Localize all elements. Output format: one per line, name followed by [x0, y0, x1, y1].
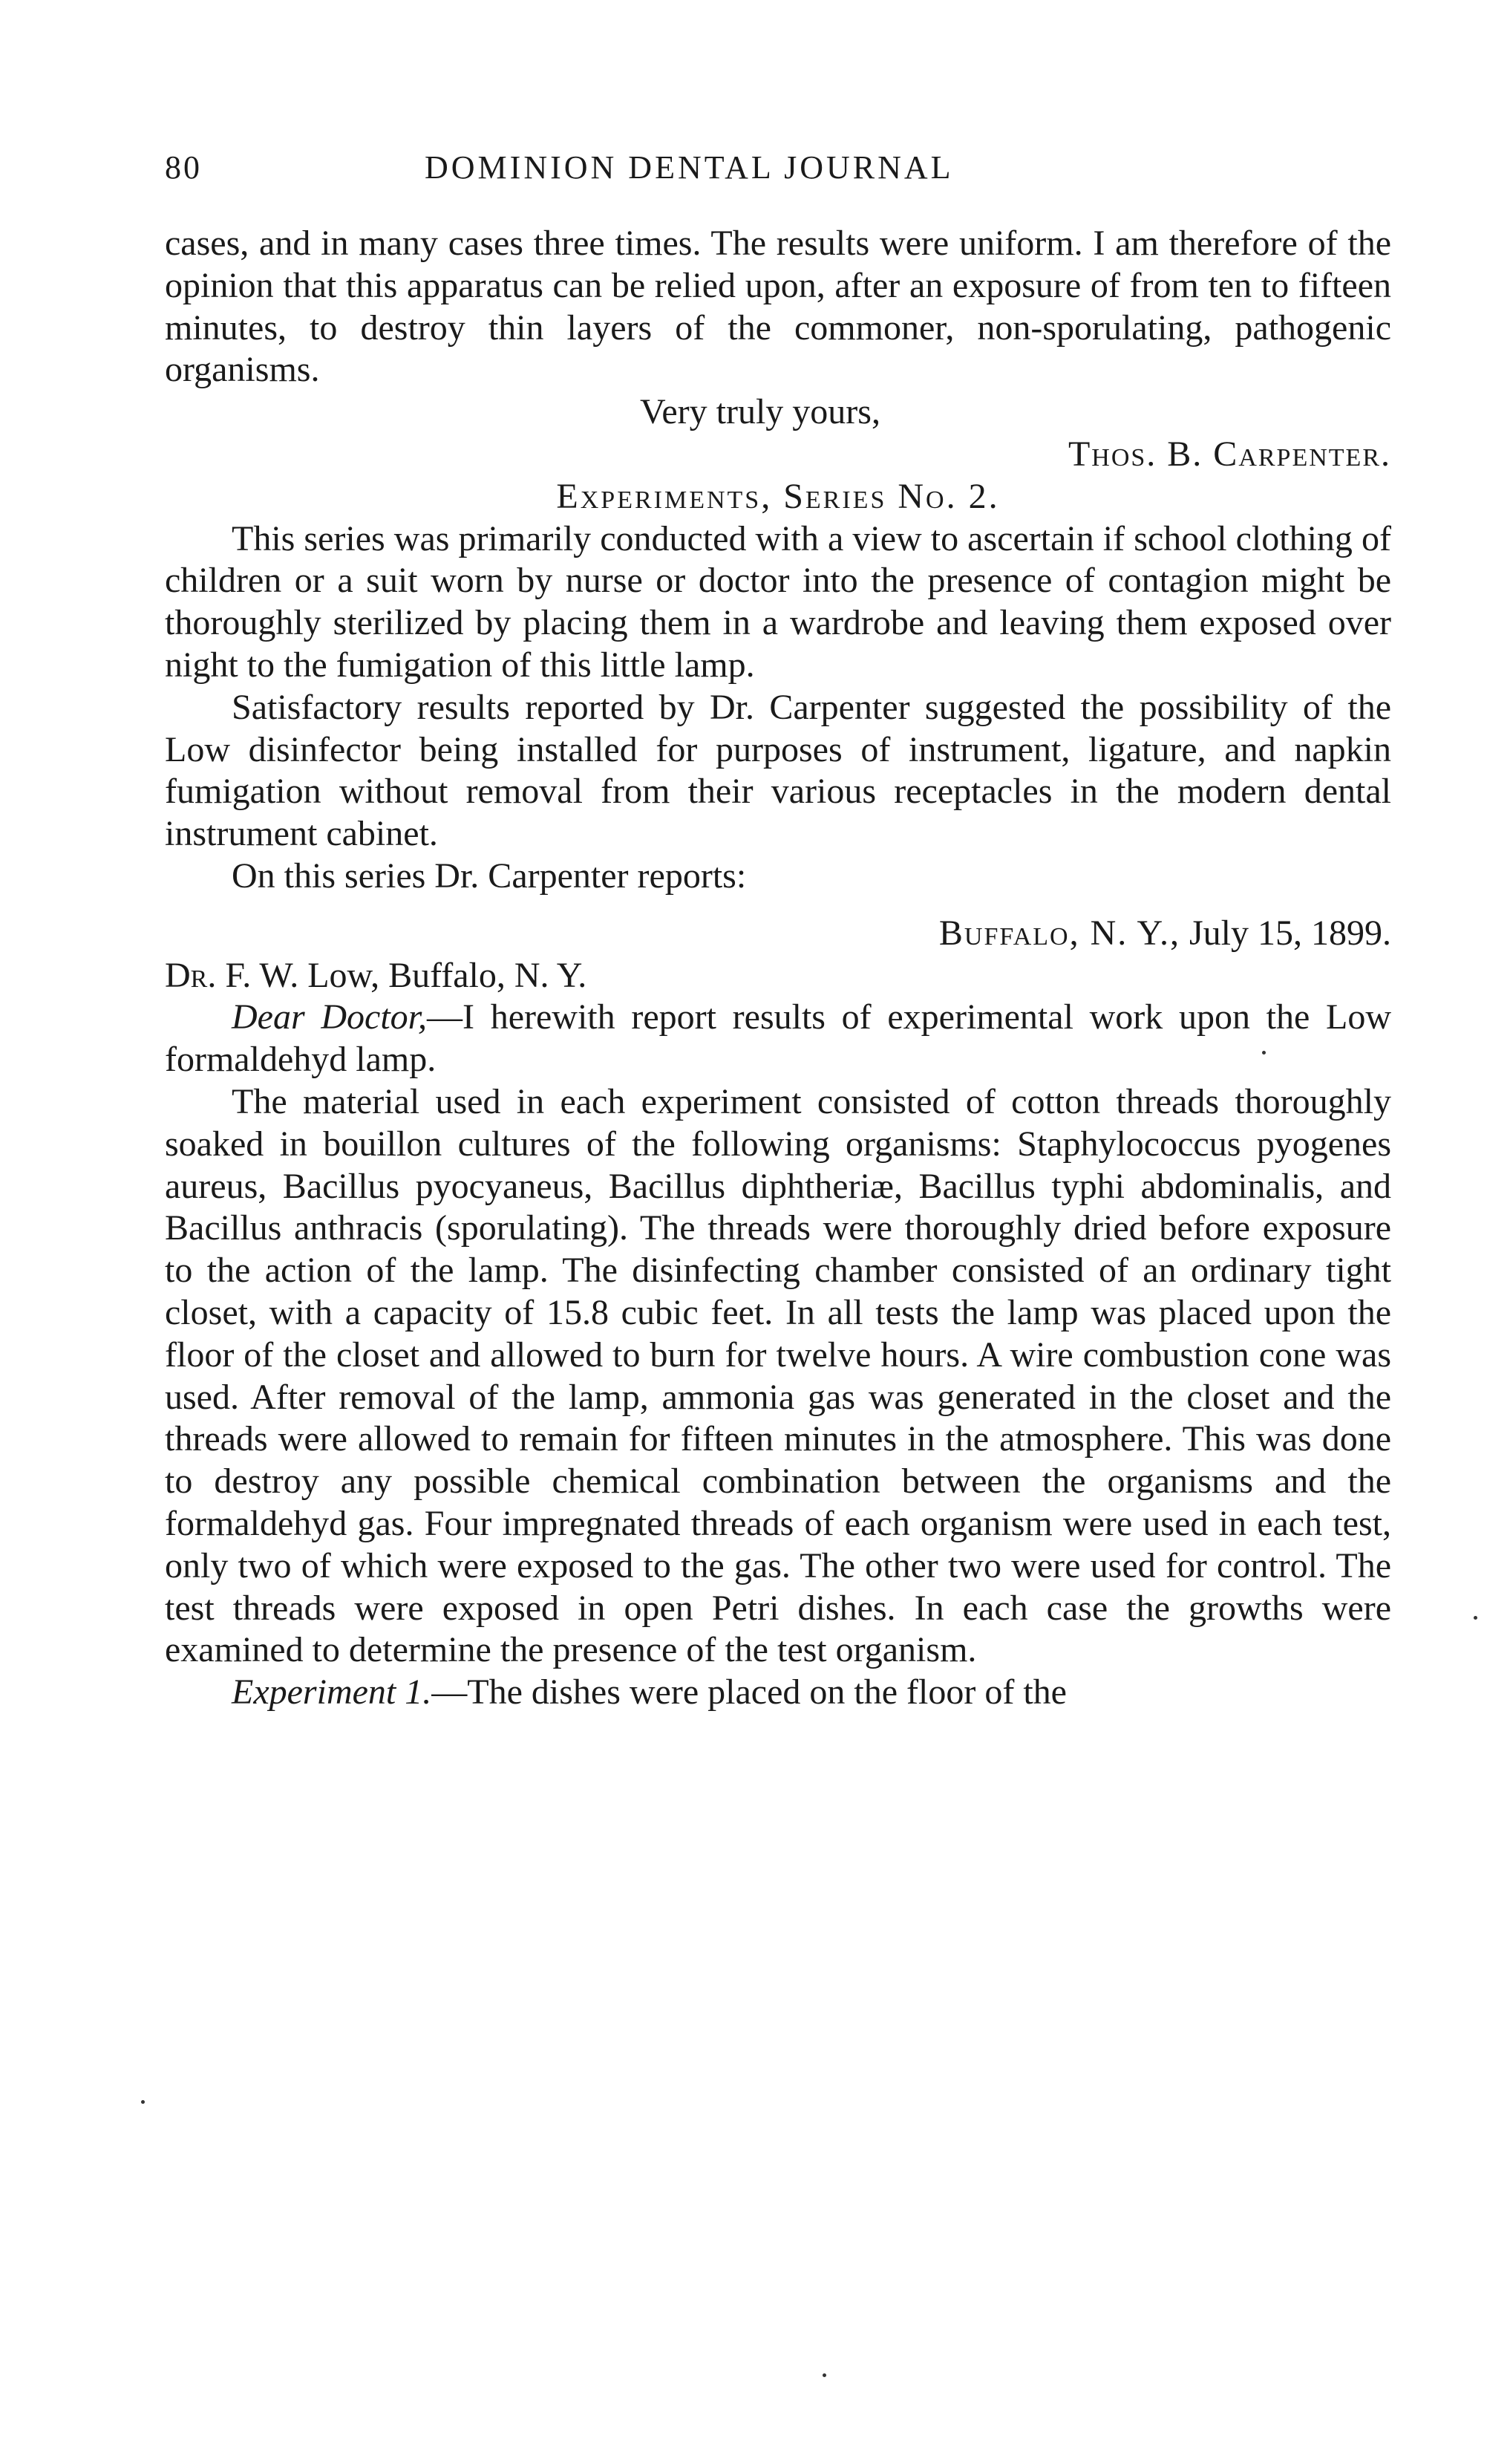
- section-paragraph: This series was primarily conducted with a view to ascertain if school clothing of children or a suit worn by nurse or doctor into the presence of contagion might be thoroughly sterilized by placing them in a wardrobe and leaving them exposed over night to the fumigation of this little lamp.: [165, 518, 1391, 685]
- addressee-name: F. W. Low, Buffalo, N. Y.: [225, 955, 587, 995]
- experiment-label: Experiment 1.: [232, 1672, 432, 1712]
- letter-dateline: [165, 898, 1391, 955]
- body-text: [165, 223, 1391, 1714]
- experiment-paragraph: [165, 1672, 1391, 1714]
- experiment-text: —The dishes were placed on the floor of the: [431, 1672, 1067, 1712]
- letter-salutation-paragraph: [165, 997, 1391, 1081]
- page-speck: [1474, 1616, 1477, 1620]
- dateline-date: July 15, 1899.: [1189, 913, 1391, 953]
- salutation: Dear Doctor,: [232, 997, 428, 1037]
- letter-closing-line: [165, 391, 1391, 434]
- letter-addressee: [165, 955, 1391, 997]
- page-speck: [141, 2100, 145, 2104]
- journal-title: DOMINION DENTAL JOURNAL: [425, 149, 954, 186]
- page-number: 80: [165, 149, 202, 186]
- letter-closing: Very truly yours,: [640, 392, 880, 432]
- salutation-text: —I herewith report results of experimental work upon the Low formaldehyd lamp.: [165, 997, 1391, 1080]
- running-head: [165, 149, 1391, 201]
- letter-body-paragraph: The material used in each experiment consisted of cotton threads thoroughly soaked in bouillon cultures of the following organisms: Staphylococcus pyogenes aureus, Bacillus pyocyaneus, Bacillus diphtheriæ, Bacillus typhi abdominalis, and Bacillus anthracis (sporulating). The threads were thoroughly dried before exposure to the action of the lamp. The disinfecting chamber consisted of an ordinary tight closet, with a capacity of 15.8 cubic feet. In all tests the lamp was placed upon the floor of the closet and allowed to burn for twelve hours. A wire combustion cone was used. After removal of the lamp, ammonia gas was generated in the closet and the threads were allowed to remain for fifteen minutes in the atmosphere. This was done to destroy any possible chemical combination between the organisms and the formaldehyd gas. Four impregnated threads of each organism were used in each test, only two of which were exposed to the gas. The other two were used for control. The test threads were exposed in open Petri dishes. In each case the growths were examined to determine the presence of the test organism.: [165, 1081, 1391, 1670]
- page-speck: [1262, 1051, 1266, 1055]
- section-paragraph: On this series Dr. Carpenter reports:: [232, 855, 747, 896]
- letter-signature: Thos. B. Carpenter.: [1068, 434, 1391, 474]
- letter-paragraph: cases, and in many cases three times. The results were uniform. I am therefore of the opinion that this apparatus can be relied upon, after an exposure of from ten to fifteen minutes, to destroy thin layers of the commoner, non-sporulating, pathogenic organisms.: [165, 224, 1391, 390]
- section-heading: Experiments, Series No. 2.: [556, 476, 1000, 516]
- addressee-prefix: Dr.: [165, 955, 217, 995]
- page-speck: [823, 2373, 826, 2377]
- dateline-city: Buffalo, N. Y.,: [938, 913, 1180, 953]
- section-paragraph: Satisfactory results reported by Dr. Carpenter suggested the possibility of the Low disinfector being installed for purposes of instrument, ligature, and napkin fumigation without removal from their various receptacles in the modern dental instrument cabinet.: [165, 687, 1391, 854]
